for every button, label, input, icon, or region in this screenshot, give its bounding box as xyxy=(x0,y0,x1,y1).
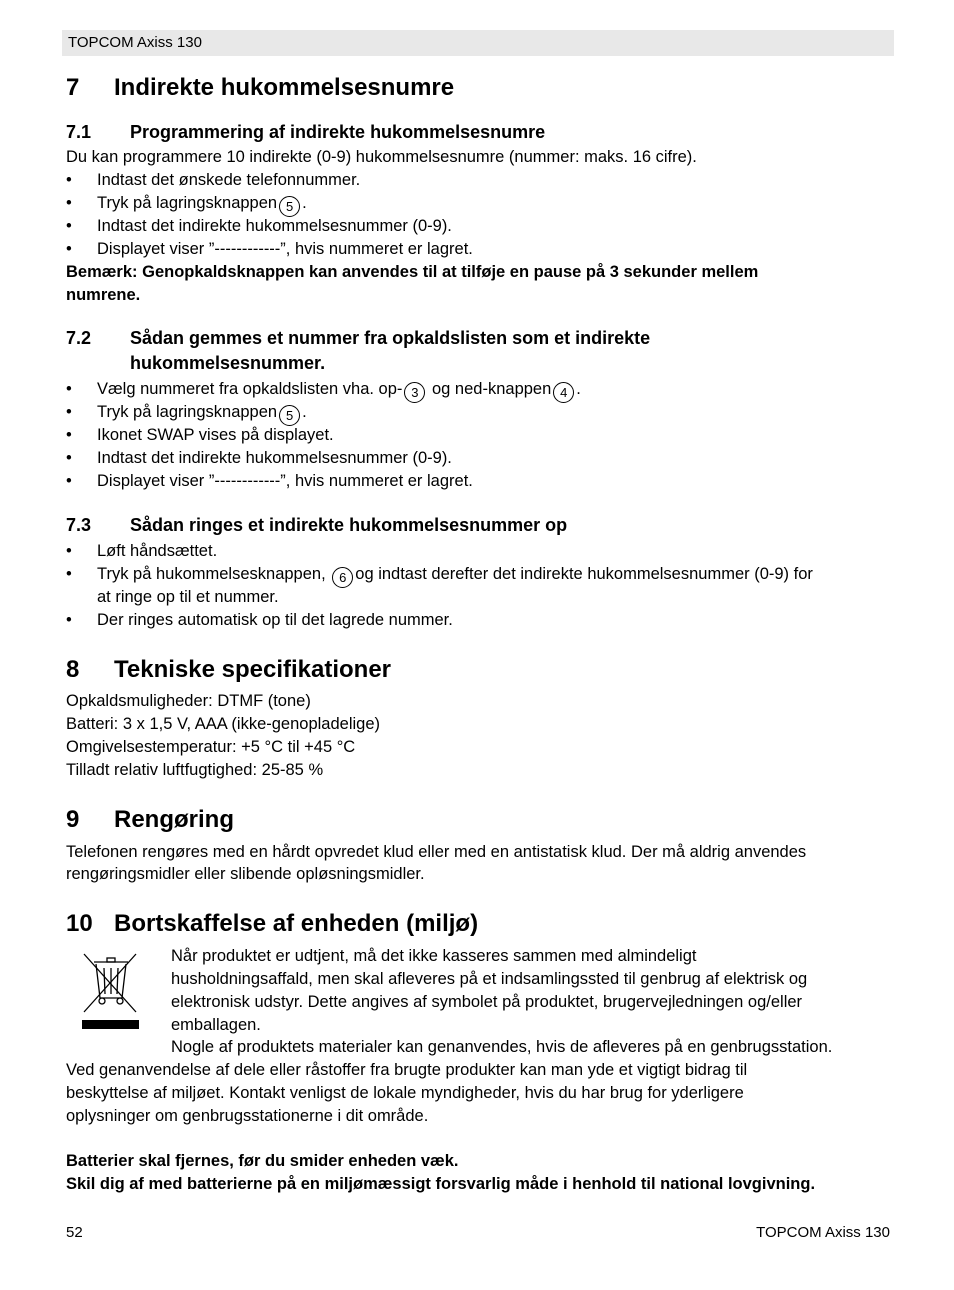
spec-line: Opkaldsmuligheder: DTMF (tone) xyxy=(66,692,311,710)
spec-line: Batteri: 3 x 1,5 V, AAA (ikke-genopladelige) xyxy=(66,715,380,733)
paragraph-line: Nogle af produktets materialer kan genanvendes, hvis de afleveres på en genbrugsstation. xyxy=(171,1038,833,1056)
spec-line: Tilladt relativ luftfugtighed: 25-85 % xyxy=(66,761,324,779)
note-line: Bemærk: Genopkaldsknappen kan anvendes til at tilføje en pause på 3 sekunder mellem xyxy=(66,263,759,281)
section-8-heading xyxy=(66,656,866,686)
list-item: Der ringes automatisk op til det lagrede nummer. xyxy=(97,611,453,629)
subsection-title: Programmering af indirekte hukommelsesnumre xyxy=(130,122,546,142)
section-number: 7 xyxy=(66,74,80,101)
subsection-title: hukommelsesnummer. xyxy=(130,353,326,373)
weee-crossed-bin-icon xyxy=(80,952,140,1032)
page-header xyxy=(62,30,894,56)
subsection-number: 7.3 xyxy=(66,515,92,535)
section-number: 10 xyxy=(66,910,93,937)
bullet: • xyxy=(66,426,72,444)
key-3-icon: 3 xyxy=(404,382,425,403)
section-number: 8 xyxy=(66,656,80,683)
battery-warning: Batterier skal fjernes, før du smider enheden væk. xyxy=(66,1152,459,1170)
intro-text: Du kan programmere 10 indirekte (0-9) hukommelsesnumre (nummer: maks. 16 cifre). xyxy=(66,148,697,166)
list-item: Indtast det ønskede telefonnummer. xyxy=(97,171,361,189)
paragraph-line: emballagen. xyxy=(171,1016,261,1034)
paragraph-line: Når produktet er udtjent, må det ikke kasseres sammen med almindeligt xyxy=(171,947,697,965)
key-6-icon: 6 xyxy=(332,567,353,588)
section-number: 9 xyxy=(66,806,80,833)
spec-line: Omgivelsestemperatur: +5 °C til +45 °C xyxy=(66,738,356,756)
subsection-title: Sådan gemmes et nummer fra opkaldslisten som et indirekte xyxy=(130,328,651,348)
bullet: • xyxy=(66,403,72,421)
section-7-2-heading xyxy=(66,328,866,376)
bullet: • xyxy=(66,171,72,189)
list-item-continuation: at ringe op til et nummer. xyxy=(97,588,279,606)
section-7-3-heading xyxy=(66,515,866,537)
header-title: TOPCOM Axiss 130 xyxy=(68,34,202,51)
page-number: 52 xyxy=(66,1224,83,1241)
bullet: • xyxy=(66,542,72,560)
battery-warning: Skil dig af med batterierne på en miljømæssigt forsvarlig måde i henhold til national lovgivning. xyxy=(66,1175,816,1193)
list-item: Ikonet SWAP vises på displayet. xyxy=(97,426,334,444)
section-7-heading xyxy=(66,74,866,104)
bullet: • xyxy=(66,611,72,629)
section-title: Bortskaffelse af enheden (miljø) xyxy=(114,910,479,937)
bullet: • xyxy=(66,240,72,258)
list-item: Løft håndsættet. xyxy=(97,542,218,560)
bullet: • xyxy=(66,217,72,235)
subsection-title: Sådan ringes et indirekte hukommelsesnummer op xyxy=(130,515,568,535)
bullet: • xyxy=(66,380,72,398)
footer-title: TOPCOM Axiss 130 xyxy=(756,1224,890,1241)
list-item: Vælg nummeret fra opkaldslisten vha. op- 3 og ned-knappen 4 . xyxy=(97,380,581,403)
bullet: • xyxy=(66,472,72,490)
list-item: Tryk på hukommelsesknappen, 6 og indtast derefter det indirekte hukommelsesnummer (0-9) for xyxy=(97,565,813,588)
list-item: Displayet viser ”------------”, hvis nummeret er lagret. xyxy=(97,472,473,490)
paragraph-line: husholdningsaffald, men skal afleveres på et indsamlingssted til genbrug af elektrisk og xyxy=(171,970,808,988)
section-title: Tekniske specifikationer xyxy=(114,656,392,683)
subsection-number: 7.1 xyxy=(66,122,92,142)
section-title: Indirekte hukommelsesnumre xyxy=(114,74,455,101)
subsection-number: 7.2 xyxy=(66,328,92,348)
key-5-icon: 5 xyxy=(279,196,300,217)
paragraph-line: beskyttelse af miljøet. Kontakt venligst de lokale myndigheder, hvis du har brug for yderligere xyxy=(66,1084,744,1102)
list-item: Tryk på lagringsknappen 5 . xyxy=(97,403,307,426)
list-item: Indtast det indirekte hukommelsesnummer (0-9). xyxy=(97,217,452,235)
paragraph-line: elektronisk udstyr. Dette angives af symbolet på produktet, brugervejledningen og/eller xyxy=(171,993,803,1011)
section-10-heading xyxy=(66,910,866,940)
bullet: • xyxy=(66,194,72,212)
paragraph-line: Ved genanvendelse af dele eller råstoffer fra brugte produkter kan man yde et vigtigt bidrag til xyxy=(66,1061,748,1079)
key-4-icon: 4 xyxy=(553,382,574,403)
section-title: Rengøring xyxy=(114,806,234,833)
paragraph-line: Telefonen rengøres med en hårdt opvredet klud eller med en antistatisk klud. Der må aldrig anvendes xyxy=(66,843,807,861)
list-item: Displayet viser ”------------”, hvis nummeret er lagret. xyxy=(97,240,473,258)
paragraph-line: oplysninger om genbrugsstationerne i dit område. xyxy=(66,1107,429,1125)
bullet: • xyxy=(66,565,72,583)
note-line: numrene. xyxy=(66,286,141,304)
list-item: Indtast det indirekte hukommelsesnummer (0-9). xyxy=(97,449,452,467)
paragraph-line: rengøringsmidler eller slibende opløsningsmidler. xyxy=(66,865,425,883)
section-9-heading xyxy=(66,806,866,836)
bullet: • xyxy=(66,449,72,467)
list-item: Tryk på lagringsknappen 5 . xyxy=(97,194,307,217)
key-5-icon: 5 xyxy=(279,405,300,426)
section-7-1-heading xyxy=(66,122,866,144)
